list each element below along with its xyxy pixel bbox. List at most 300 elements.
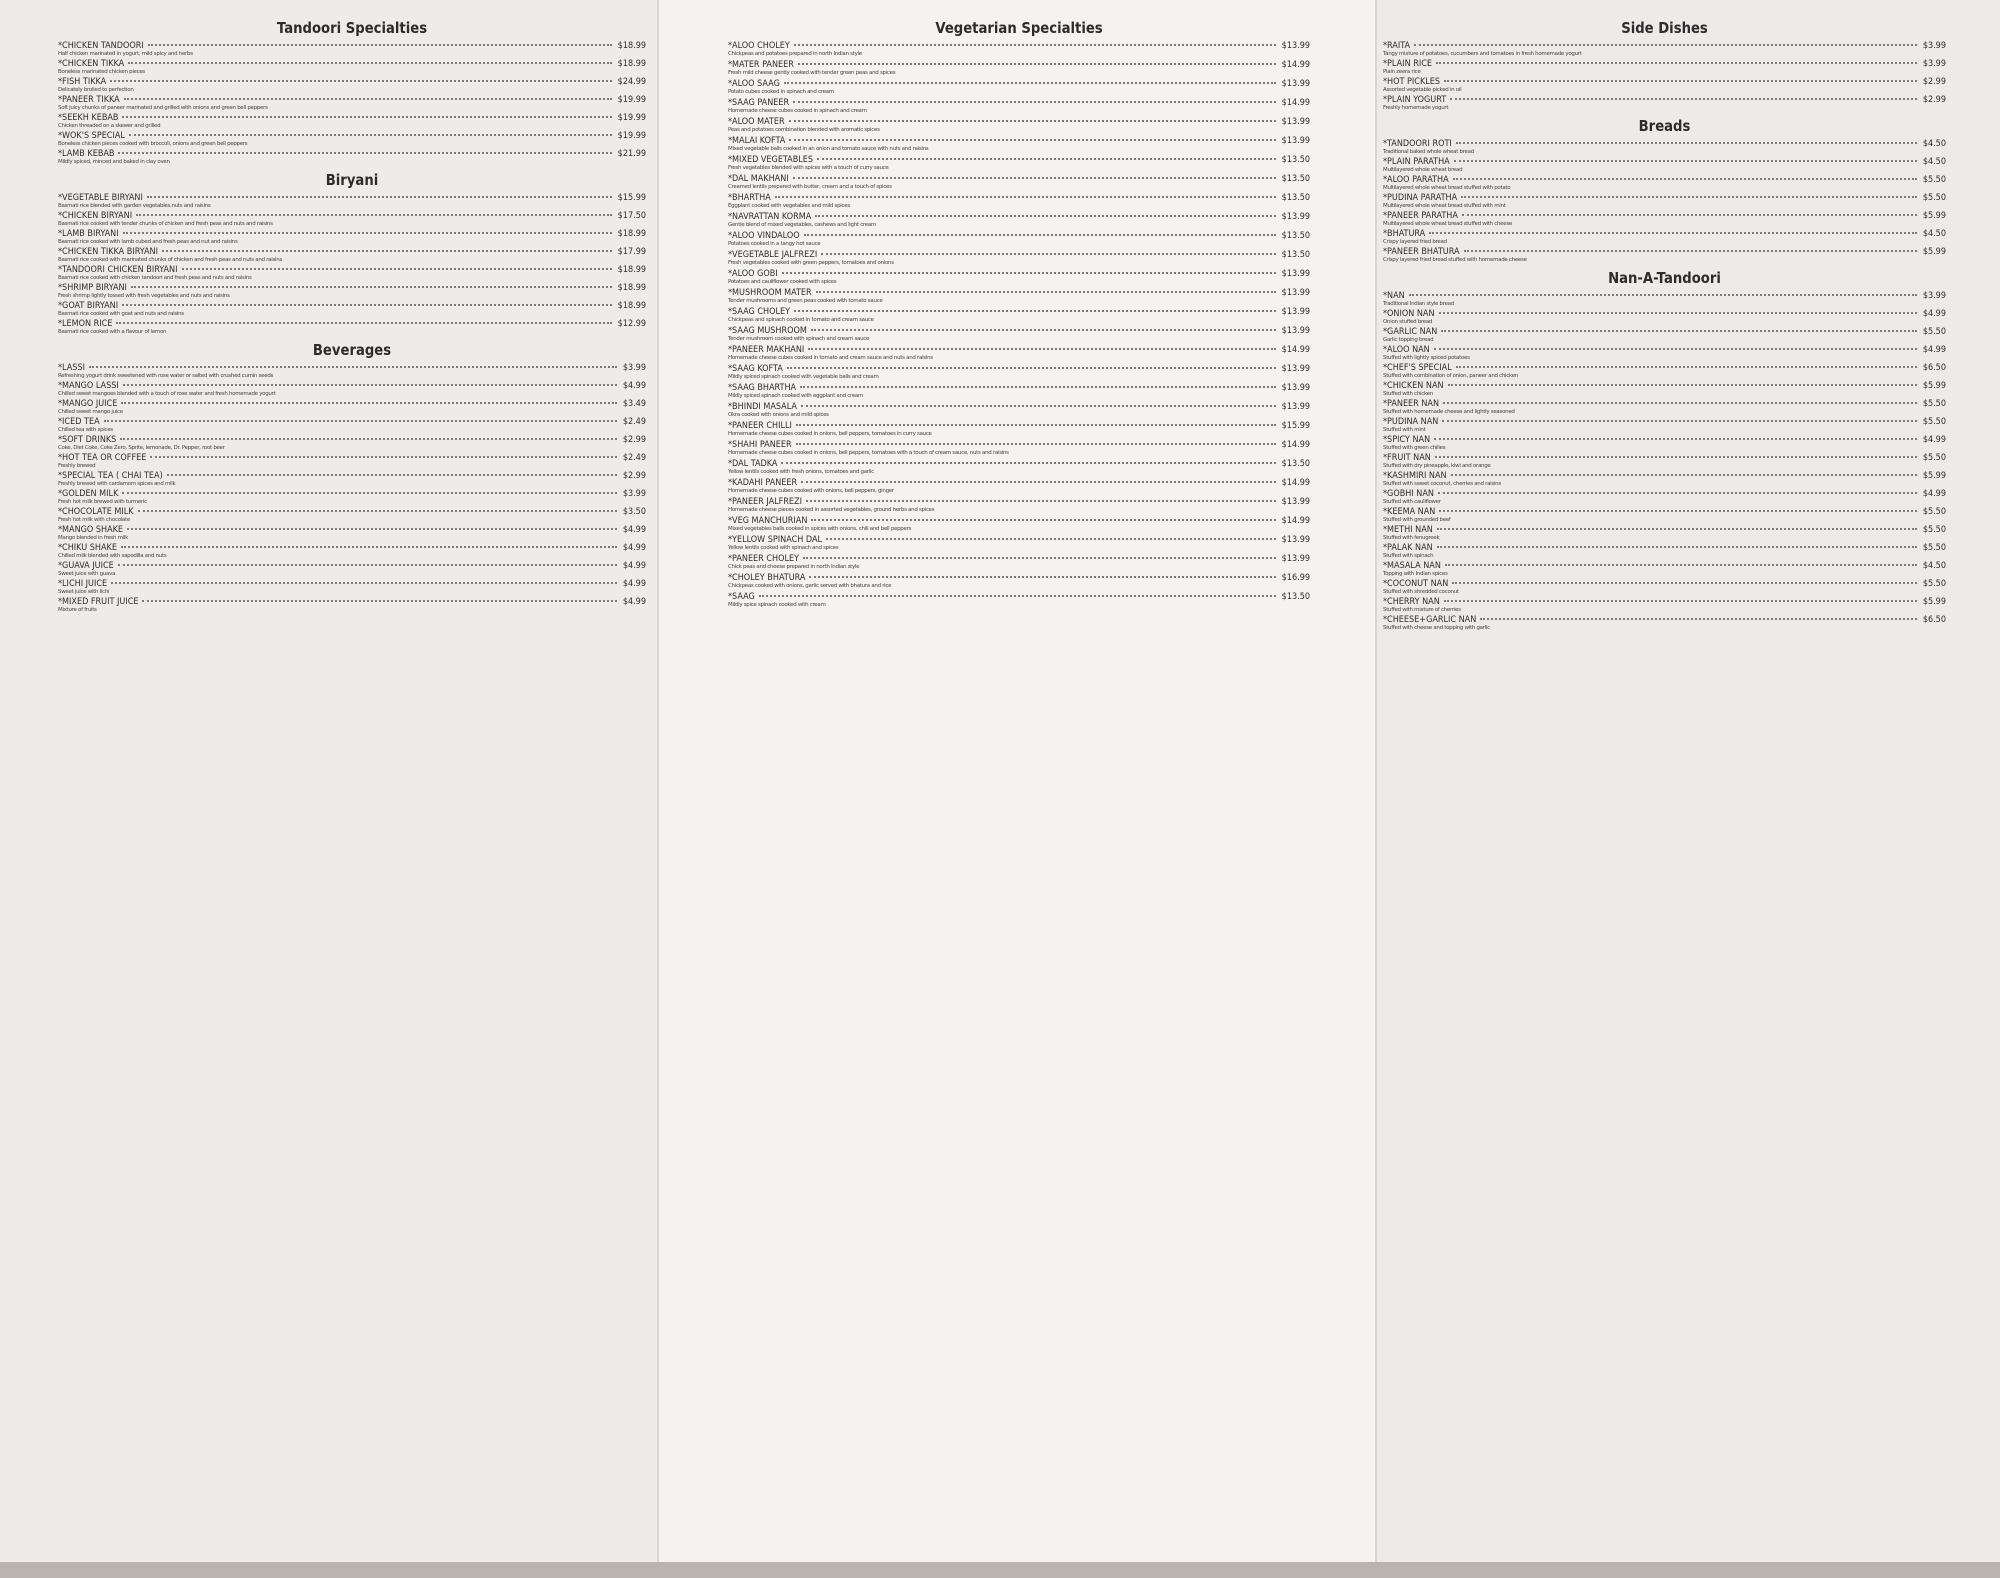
menu-item [58,453,646,470]
menu-item-row [1383,77,1946,87]
menu-item-price: $6.50 [1922,363,1946,373]
menu-item-price: $13.99 [1281,288,1310,298]
menu-item-description: Traditional Indian style bread [1383,301,1454,307]
menu-item-row [728,459,1310,469]
menu-item-price: $13.99 [1281,497,1310,507]
menu-item-description: Fresh mild cheese gently cooked with tender green peas and spices [728,70,896,76]
dot-leader [1414,44,1917,46]
dot-leader [1456,142,1917,144]
menu-item-price: $5.50 [1922,525,1946,535]
menu-item-name: *CHEESE+GARLIC NAN [1383,615,1477,625]
dot-leader [122,304,612,306]
menu-item-row [728,288,1310,298]
menu-item-name: *PANEER CHOLEY [728,554,800,564]
menu-item-name: *SHRIMP BIRYANI [58,283,127,293]
menu-item [728,307,1310,324]
menu-item [728,174,1310,191]
dot-leader [128,62,611,64]
menu-item [1383,471,1946,488]
menu-item-description: Chickpeas and spinach cooked in tomato and cream sauce [728,317,874,323]
menu-section-biryani [58,170,646,336]
menu-section-vegetarian-specialties [728,18,1310,609]
menu-item-row [58,507,646,517]
menu-item-row [58,579,646,589]
menu-item-description: Okra cooked with onions and mild spices [728,412,829,418]
dot-leader [111,582,617,584]
menu-item [1383,59,1946,76]
menu-item-price: $5.50 [1922,453,1946,463]
menu-item-price: $2.99 [622,471,646,481]
menu-item-row [1383,399,1946,409]
menu-item-price: $14.99 [1281,516,1310,526]
menu-item-row [1383,417,1946,427]
menu-item-name: *CHERRY NAN [1383,597,1440,607]
menu-item-row [1383,193,1946,203]
menu-item-price: $13.99 [1281,307,1310,317]
menu-item-price: $17.50 [617,211,646,221]
menu-item-name: *GOBHI NAN [1383,489,1434,499]
menu-item-name: *METHI NAN [1383,525,1433,535]
menu-item-price: $19.99 [617,131,646,141]
menu-item-row [58,193,646,203]
menu-item-description: Gentle blend of mixed vegetables, cashews and light cream [728,222,876,228]
dot-leader [123,232,612,234]
menu-item-description: Basmati rice blended with garden vegetables,nuts and raisins [58,203,211,209]
dot-leader [182,268,612,270]
menu-item-name: *HOT PICKLES [1383,77,1441,87]
menu-item-row [1383,471,1946,481]
menu-item [1383,453,1946,470]
menu-item-row [1383,157,1946,167]
menu-item-description: Chilled sweet mango juice [58,409,123,415]
menu-item-row [728,193,1310,203]
menu-item [728,193,1310,210]
menu-item-name: *ALOO GOBI [728,269,778,279]
menu-item [728,592,1310,609]
menu-item-description: Mixed vegetables balls cooked in spices with onions, chili and bell peppers [728,526,912,532]
menu-item [58,41,646,58]
menu-item-description: Sweet juice with lichi [58,589,110,595]
menu-item [58,435,646,452]
menu-item-price: $5.50 [1922,327,1946,337]
menu-item-description: Traditional baked whole wheat bread [1383,149,1474,155]
menu-item-price: $3.99 [1922,41,1946,51]
menu-item-row [728,497,1310,507]
menu-item-description: Fresh vegetables cooked with green peppers, tomatoes and onions [728,260,894,266]
menu-item-name: *LICHI JUICE [58,579,108,589]
dot-leader [167,474,617,476]
menu-item-row [1383,561,1946,571]
menu-item-name: *FRUIT NAN [1383,453,1431,463]
menu-item-row [728,364,1310,374]
menu-item-name: *PLAIN YOGURT [1383,95,1447,105]
dot-leader [89,366,617,368]
menu-item [728,117,1310,134]
menu-item-price: $13.50 [1281,193,1310,203]
menu-item-description: Stuffed with combination of onion, paneer and chicken [1383,373,1518,379]
menu-item-description: Basmati rice cooked with tender chunks of chicken and fresh peas and nuts and raisins [58,221,273,227]
menu-item-price: $2.49 [622,417,646,427]
menu-item-row [728,269,1310,279]
menu-item-row [728,592,1310,602]
menu-item-description: Basmati rice cooked with marinated chunks of chicken and fresh peas and nuts and raisins [58,257,283,263]
menu-item-price: $4.99 [622,381,646,391]
menu-item-price: $4.99 [1922,489,1946,499]
menu-item-description: Basmati rice cooked with lamb cubed and fresh peas and nut and raisins [58,239,238,245]
menu-item-price: $5.50 [1922,399,1946,409]
section-heading: Side Dishes [1621,19,1708,37]
menu-item [1383,41,1946,58]
menu-item-price: $13.99 [1281,41,1310,51]
dot-leader [1454,160,1917,162]
menu-item-row [728,307,1310,317]
menu-item-row [58,229,646,239]
dot-leader [789,139,1275,141]
menu-item [728,250,1310,267]
menu-item-name: *SAAG PANEER [728,98,790,108]
dot-leader [804,234,1276,236]
section-heading: Beverages [312,341,392,359]
dot-leader [118,152,611,154]
menu-item [1383,615,1946,632]
menu-item-description: Stuffed with lightly spiced potatoes [1383,355,1470,361]
dot-leader [809,576,1275,578]
dot-leader [129,134,612,136]
menu-item [1383,247,1946,264]
dot-leader [781,462,1275,464]
menu-item [58,507,646,524]
menu-item-description: Stuffed with green chilies [1383,445,1446,451]
menu-item-price: $6.50 [1922,615,1946,625]
menu-item-description: Chickpeas cooked with onions, garlic served with bhatura and rice [728,583,892,589]
menu-item-name: *BHATURA [1383,229,1426,239]
menu-item [728,573,1310,590]
section-heading: Nan-A-Tandoori [1608,269,1721,287]
menu-item [1383,193,1946,210]
menu-item-name: *CHIKU SHAKE [58,543,117,553]
menu-item-description: Multilayered whole wheat bread stuffed with mint [1383,203,1506,209]
menu-item [58,301,646,318]
menu-item-description: Onion stuffed bread [1383,319,1433,325]
menu-item-description: Assorted vegetable picked in oil [1383,87,1462,93]
menu-item [58,417,646,434]
menu-item-row [728,98,1310,108]
dot-leader [122,492,616,494]
menu-item-row [1383,489,1946,499]
menu-item-description: Chickpeas and potatoes prepared in north Indian style [728,51,862,57]
menu-item-price: $13.99 [1281,554,1310,564]
menu-item-name: *SEEKH KEBAB [58,113,119,123]
menu-item-description: Fresh hot milk with chocolate [58,517,130,523]
menu-item-description: Topping with Indian spices [1383,571,1448,577]
menu-item [728,136,1310,153]
dot-leader [759,595,1276,597]
menu-item-row [728,231,1310,241]
menu-item [1383,525,1946,542]
menu-item-row [728,516,1310,526]
menu-item-name: *MANGO JUICE [58,399,118,409]
menu-item-price: $4.99 [622,579,646,589]
menu-item-price: $19.99 [617,95,646,105]
menu-item [1383,157,1946,174]
menu-item-description: Crispy layered fried bread [1383,239,1447,245]
menu-item-row [58,597,646,607]
dot-leader [121,402,616,404]
menu-item [58,95,646,112]
dot-leader [1456,366,1917,368]
menu-item-price: $5.50 [1922,417,1946,427]
menu-item-row [1383,525,1946,535]
menu-item-price: $5.99 [1922,211,1946,221]
menu-item-name: *ALOO CHOLEY [728,41,790,51]
dot-leader [800,386,1276,388]
menu-item-row [58,453,646,463]
menu-item [1383,543,1946,560]
menu-item-description: Stuffed with dry pineapple, kiwi and orange [1383,463,1491,469]
dot-leader [118,564,617,566]
menu-item-name: *SOFT DRINKS [58,435,117,445]
menu-item [1383,381,1946,398]
dot-leader [124,98,612,100]
menu-item-price: $4.99 [1922,345,1946,355]
menu-item-row [1383,345,1946,355]
menu-item [728,383,1310,400]
menu-section-nan-a-tandoori [1383,268,1946,632]
menu-item [728,440,1310,457]
menu-item-price: $3.99 [1922,59,1946,69]
menu-item-row [1383,435,1946,445]
menu-item-name: *NAN [1383,291,1405,301]
menu-item [728,364,1310,381]
menu-item-description: Delicately broiled to perfection [58,87,134,93]
menu-item-price: $3.99 [1922,291,1946,301]
dot-leader [1437,528,1917,530]
menu-item-price: $13.50 [1281,231,1310,241]
menu-item [58,471,646,488]
dot-leader [1436,62,1917,64]
menu-item-description: Tangy mixture of potatoes, cucumbers and tomatoes in fresh homemade yogurt [1383,51,1582,57]
menu-item-price: $4.99 [1922,435,1946,445]
menu-item-price: $5.99 [1922,471,1946,481]
menu-item [58,149,646,166]
menu-item-description: Stuffed with shredded coconut [1383,589,1459,595]
menu-item-name: *TANDOORI CHICKEN BIRYANI [58,265,178,275]
menu-item-row [728,136,1310,146]
menu-item [58,113,646,130]
menu-item-row [1383,579,1946,589]
menu-item [58,319,646,336]
menu-item [58,59,646,76]
menu-item-name: *VEGETABLE BIRYANI [58,193,143,203]
menu-item-name: *ALOO PARATHA [1383,175,1449,185]
dot-leader [142,600,616,602]
menu-item-name: *ICED TEA [58,417,100,427]
dot-leader [1444,600,1917,602]
menu-item-description: Multilayered whole wheat bread stuffed with potato [1383,185,1511,191]
menu-item-description: Potato cubes cooked in spinach and cream [728,89,834,95]
menu-item-price: $13.99 [1281,402,1310,412]
menu-item-description: Potatoes cooked in a tangy hot sauce [728,241,821,247]
menu-item-name: *COCONUT NAN [1383,579,1449,589]
menu-item-description: Creamed lentils prepared with butter, cream and a touch of spices [728,184,892,190]
menu-item-row [58,301,646,311]
menu-item-price: $18.99 [617,41,646,51]
menu-item-name: *RAITA [1383,41,1411,51]
fold-line-left [657,0,659,1578]
menu-item-description: Stuffed with cheese and topping with garlic [1383,625,1490,631]
menu-item [1383,435,1946,452]
menu-item-name: *MANGO LASSI [58,381,119,391]
menu-item-name: *KASHMIRI NAN [1383,471,1447,481]
menu-item-name: *PUDINA PARATHA [1383,193,1458,203]
menu-item-row [1383,175,1946,185]
menu-item-name: *PANEER TIKKA [58,95,120,105]
menu-item-row [1383,229,1946,239]
menu-item [1383,507,1946,524]
menu-item [1383,175,1946,192]
menu-item-price: $18.99 [617,301,646,311]
menu-item-price: $2.99 [1922,95,1946,105]
menu-item-row [1383,211,1946,221]
menu-item-row [728,174,1310,184]
menu-item [58,265,646,282]
menu-item-price: $3.99 [622,363,646,373]
dot-leader [1438,492,1917,494]
menu-item-price: $19.99 [617,113,646,123]
menu-item-name: *MIXED VEGETABLES [728,155,814,165]
menu-item-row [728,155,1310,165]
menu-item [728,554,1310,571]
dot-leader [815,215,1275,217]
menu-item-price: $21.99 [617,149,646,159]
dot-leader [127,528,617,530]
dot-leader [1434,348,1917,350]
menu-item-row [1383,543,1946,553]
menu-item-price: $13.99 [1281,79,1310,89]
dot-leader [1439,510,1916,512]
menu-item [1383,597,1946,614]
menu-item-price: $14.99 [1281,440,1310,450]
menu-item [58,525,646,542]
dot-leader [1448,384,1917,386]
menu-item-price: $2.99 [1922,77,1946,87]
menu-item-description: Mango blended in fresh milk [58,535,129,541]
menu-item [728,98,1310,115]
menu-item-name: *NAVRATTAN KORMA [728,212,812,222]
menu-item-name: *SPICY NAN [1383,435,1431,445]
menu-item-price: $3.49 [622,399,646,409]
menu-item-price: $13.99 [1281,269,1310,279]
menu-item-description: Boneless chicken pieces cooked with broccoli, onions and green bell peppers [58,141,248,147]
menu-item-price: $14.99 [1281,98,1310,108]
menu-item [58,229,646,246]
menu-item-price: $5.50 [1922,543,1946,553]
menu-item-price: $13.99 [1281,364,1310,374]
menu-item-description: Basmati rice cooked with goat and nuts and raisins [58,311,184,317]
dot-leader [1435,456,1917,458]
menu-item [728,497,1310,514]
menu-item-description: Soft juicy chunks of paneer marinated and grilled with onions and green bell peppers [58,105,268,111]
menu-item [58,211,646,228]
menu-section-side-dishes [1383,18,1946,112]
dot-leader [1429,232,1917,234]
menu-item-row [1383,139,1946,149]
menu-item-description: Stuffed with spinach [1383,553,1434,559]
menu-item-name: *MALAI KOFTA [728,136,786,146]
menu-item-description: Mildly spice spinach cooked with cream [728,602,826,608]
menu-item-price: $2.49 [622,453,646,463]
menu-item-price: $4.50 [1922,157,1946,167]
menu-item-price: $15.99 [617,193,646,203]
menu-item [58,247,646,264]
section-heading: Tandoori Specialties [276,19,428,37]
dot-leader [821,253,1275,255]
menu-item-description: Crispy layered fried bread stuffed with homemade cheese [1383,257,1527,263]
menu-item [1383,95,1946,112]
menu-item-price: $15.99 [1281,421,1310,431]
menu-item-price: $4.99 [622,561,646,571]
dot-leader [120,438,616,440]
menu-column-right [1376,0,2000,1578]
menu-item-name: *MANGO SHAKE [58,525,124,535]
menu-item-name: *CHEF'S SPECIAL [1383,363,1452,373]
menu-item [1383,345,1946,362]
menu-item-row [58,265,646,275]
menu-item-name: *PANEER NAN [1383,399,1440,409]
menu-item-price: $5.99 [1922,247,1946,257]
menu-item [58,77,646,94]
menu-item-name: *SAAG CHOLEY [728,307,791,317]
menu-item-name: *SAAG BHARTHA [728,383,797,393]
menu-item [728,535,1310,552]
dot-leader [803,557,1276,559]
menu-item-row [58,435,646,445]
menu-item [728,326,1310,343]
menu-item-price: $2.99 [622,435,646,445]
menu-item-price: $3.50 [622,507,646,517]
menu-item [58,283,646,300]
menu-item [58,193,646,210]
menu-item-name: *PLAIN PARATHA [1383,157,1450,167]
menu-item-name: *PANEER JALFREZI [728,497,802,507]
menu-item-description: Homemade cheese cubes cooked with onions, bell peppers, ginger [728,488,894,494]
menu-item-price: $13.99 [1281,117,1310,127]
menu-item-row [728,117,1310,127]
menu-item-description: Stuffed with fenugreek [1383,535,1440,541]
dot-leader [801,405,1276,407]
menu-item-row [728,554,1310,564]
menu-item-name: *MIXED FRUIT JUICE [58,597,139,607]
dot-leader [801,481,1276,483]
menu-item-name: *LEMON RICE [58,319,113,329]
menu-item-description: Homemade cheese cubes cooked in onions, bell peppers, tomatoes with a touch of cream sauce, nuts and raisins [728,450,1009,456]
dot-leader [122,116,611,118]
menu-item-row [58,489,646,499]
menu-item-name: *PLAIN RICE [1383,59,1432,69]
menu-item-description: Peas and potatoes combination blended with aromatic spices [728,127,880,133]
menu-item-description: Potatoes and cauliflower cooked with spices [728,279,837,285]
dot-leader [816,291,1276,293]
menu-item [728,231,1310,248]
menu-item-description: Eggplant cooked with vegetables and mild spices [728,203,850,209]
menu-item-description: Mixture of fruits [58,607,97,613]
menu-item-name: *PANEER CHILLI [728,421,792,431]
menu-item-price: $18.99 [617,229,646,239]
menu-item-row [58,363,646,373]
menu-item-name: *TANDOORI ROTI [1383,139,1452,149]
menu-item-price: $5.50 [1922,507,1946,517]
menu-item-name: *PANEER BHATURA [1383,247,1460,257]
